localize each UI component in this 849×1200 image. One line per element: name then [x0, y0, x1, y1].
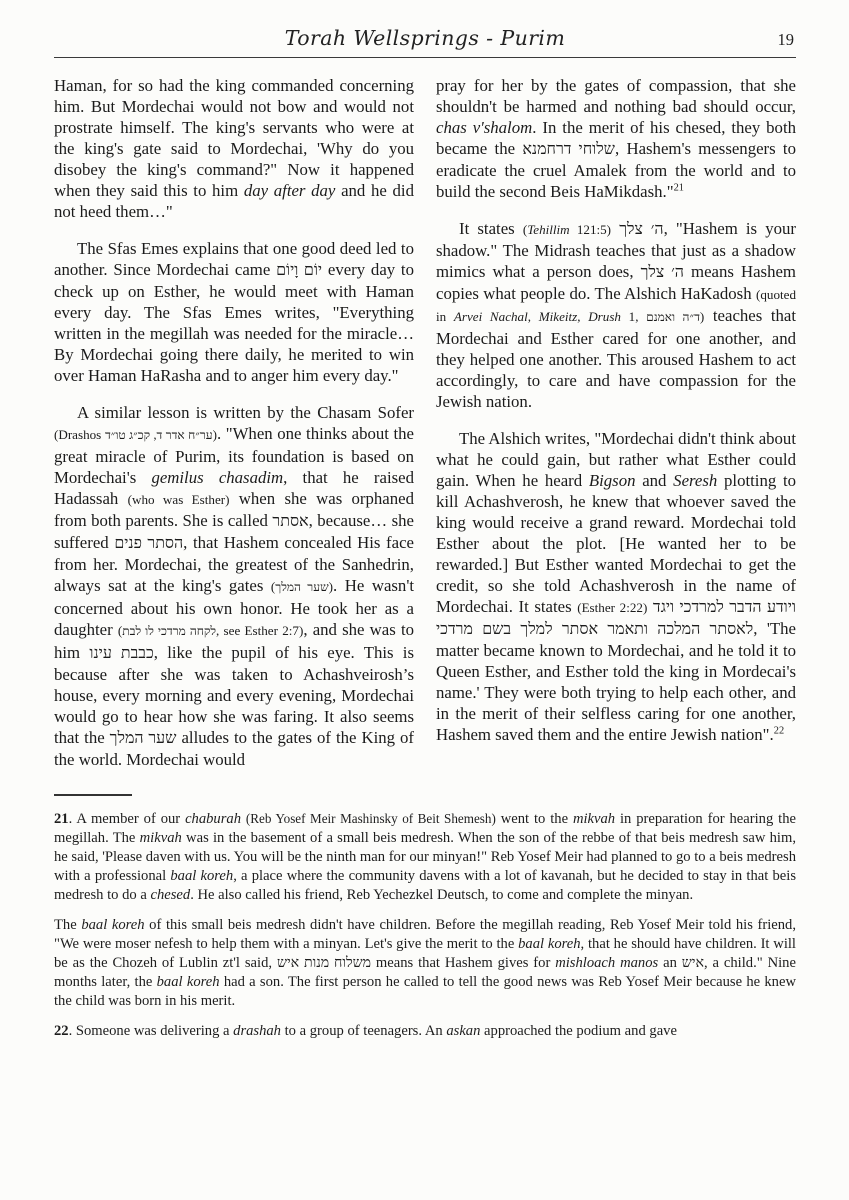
text-segment: , that he raised Hadassah — [54, 468, 414, 508]
text-segment: was in the basement of a small beis medresh. When the son of the rebbe of that beis medresh saw him, he said, 'Please daven with us. You will be the ninth man for our minyan!" Reb Yosef Meir had planned to go to a beis medresh with a professional — [54, 830, 796, 884]
text-segment: and — [635, 471, 674, 490]
footnote-reference: 22 — [773, 725, 785, 737]
text-segment: . Someone was delivering a — [68, 1023, 234, 1039]
text-segment: , that Hashem concealed His face from her. Mordechai, the greatest of the Sanhedrin, always sat at the king's gates — [54, 533, 414, 595]
text-segment: drashah — [233, 1023, 281, 1039]
text-segment: baal koreh — [518, 936, 581, 952]
text-segment: (Esther 2:22) — [577, 600, 648, 615]
text-segment: It states — [459, 219, 523, 238]
text-segment: Seresh — [673, 471, 718, 490]
text-segment: chaburah — [185, 811, 242, 827]
paragraph — [54, 402, 414, 770]
text-segment: alludes to the gates of the King of the world. Mordechai would — [54, 728, 414, 769]
text-segment: (quoted in — [436, 287, 796, 324]
hebrew-text: כבבת עינו — [89, 645, 154, 662]
text-segment: day after day — [243, 181, 336, 200]
hebrew-text: הסתר פנים — [114, 535, 184, 552]
text-segment — [611, 219, 619, 238]
text-segment: baal koreh — [156, 974, 220, 990]
hebrew-text: שלוחי דרחמנא — [522, 141, 615, 158]
text-segment: mishloach manos — [555, 955, 659, 971]
text-segment: mikvah — [572, 811, 616, 827]
footnote-reference: 21 — [673, 182, 684, 194]
paragraph — [54, 916, 796, 1011]
text-segment: 22 — [54, 1023, 69, 1039]
hebrew-text: ויודע הדבר למרדכי ויגד לאסתר המלכה ותאמר אסתר למלך בשם מרדכי — [436, 599, 796, 638]
hebrew-text: ער״ח אדר ד, קכ״ג טו״ד — [104, 428, 213, 442]
paragraph — [54, 238, 414, 386]
text-segment: plotting to kill Achashverosh, he knew that whoever saved the king would receive a grand reward. Mordechai told Esther about the plot. [He wanted her to be rewarded.] But Esther wanted Mordechai to get the credit, so she told Achashverosh in the name of Mordechai. It states — [436, 471, 797, 616]
text-segment: . He wasn't concerned about his own honor. He took her as a daughter — [54, 576, 415, 639]
text-segment: 121:5) — [569, 222, 612, 237]
paragraph — [436, 75, 796, 202]
text-segment: The — [54, 917, 82, 933]
text-segment: , "Hashem is your shadow." The Midrash teaches that just as a shadow mimics what a person does, — [436, 219, 796, 281]
footnotes-section — [54, 809, 796, 1041]
text-segment: chas v'shalom — [436, 118, 533, 137]
text-segment: ( — [270, 579, 276, 594]
text-segment: went to the — [495, 811, 573, 827]
text-segment: approached the podium and gave — [480, 1023, 677, 1039]
paragraph — [54, 809, 796, 905]
text-segment: gemilus chasadim — [151, 468, 284, 487]
footnote-divider — [54, 794, 132, 796]
text-segment: (Reb Yosef Meir Mashinsky of Beit Shemesh) — [245, 811, 496, 826]
text-segment: means that Hashem gives for — [371, 955, 556, 971]
hebrew-text: ה׳ צלך — [640, 264, 684, 281]
text-segment: . He also called his friend, Reb Yechezkel Deutsch, to come and complete the minyan. — [190, 887, 694, 903]
text-segment: , 'The matter became known to Mordechai, and he told it to Queen Esther, and Esther told the king in Mordecai's name.' They were both trying to help each other, and in the merit of their selfless caring for one another, Hashem saved them and the entire Jewish nation". — [436, 619, 796, 744]
text-segment: teaches that Mordechai and Esther cared for one another, and they helped one another. This aroused Hashem to act accordingly, to care and have compassion for the Jewish nation. — [436, 306, 797, 411]
text-segment: Tehillim — [527, 222, 570, 237]
text-segment: to a group of teenagers. An — [280, 1023, 447, 1039]
text-segment: ) — [328, 579, 334, 594]
text-segment: every day to check up on Esther, he would meet with Haman every day. The Sfas Emes writes, "Everything written in the megillah was needed for the miracle… By Mordechai going there daily, he merited to win over Haman HaRasha and to anger him every day." — [54, 260, 414, 385]
text-segment: 1, — [620, 309, 647, 324]
text-segment: when she was orphaned from both parents. She is called — [54, 489, 414, 530]
text-segment: chesed — [150, 887, 191, 903]
paragraph — [54, 75, 414, 222]
text-segment: , that he should have children. It will be as the Chozeh of Lublin zt'l said, — [54, 936, 796, 971]
text-segment: The Alshich writes, "Mordechai didn't think about what he could gain, but rather what Esther could gain. When he heard — [436, 429, 796, 490]
right-column — [436, 75, 796, 786]
text-segment: had a son. The first person he called to tell the good news was Reb Yosef Meir because he knew the child was born in his merit. — [54, 974, 796, 1009]
text-segment: . "When one thinks about the great miracle of Purim, its foundation is based on Mordechai's — [54, 424, 414, 487]
text-segment: mikvah — [139, 830, 182, 846]
text-segment: , a place where the community davens with a lot of kavanah, but he decided to stay in that beis medresh to do a — [54, 868, 797, 903]
text-segment: (who was Esther) — [127, 492, 230, 507]
text-segment: , a child." Nine months later, the — [54, 955, 796, 990]
text-segment: askan — [446, 1023, 481, 1039]
hebrew-text: ה׳ צלך — [619, 221, 664, 238]
text-segment: , — [527, 309, 539, 324]
text-segment: , Hashem's messengers to eradicate the cruel Amalek from the world and to build the second Beis HaMikdash." — [436, 139, 796, 201]
text-segment: an — [658, 955, 682, 971]
hebrew-text: לקחה מרדכי לו לבת — [122, 624, 217, 638]
text-segment: baal koreh — [170, 868, 234, 884]
text-segment: ( — [117, 623, 123, 638]
hebrew-text: איש — [681, 955, 704, 971]
text-segment: Mikeitz, Drush — [538, 309, 621, 324]
text-segment: , because… she suffered — [54, 511, 414, 552]
text-segment: 21 — [54, 811, 69, 827]
hebrew-text: ד״ה ואמנם — [646, 310, 700, 324]
text-segment: pray for her by the gates of compassion, that she shouldn't be harmed and nothing bad should occur, — [436, 76, 796, 116]
page-header — [54, 26, 796, 58]
paragraph — [54, 1022, 796, 1041]
text-segment: of this small beis medresh didn't have children. Before the megillah reading, Reb Yosef Meir told his friend, "We were moser nefesh to help them with a minyan. Let's give the merit to the — [54, 917, 796, 952]
text-segment: A similar lesson is written by the Chasam Sofer — [77, 403, 414, 422]
text-segment: means Hashem copies what people do. The Alshich HaKadosh — [436, 262, 796, 303]
paragraph — [436, 218, 796, 412]
text-segment: , and she was to him — [54, 620, 414, 662]
text-segment: (Drashos — [54, 427, 105, 442]
text-segment: , see Esther 2:7) — [216, 623, 304, 638]
text-segment: . A member of our — [68, 811, 186, 827]
page-number: 19 — [777, 30, 794, 49]
hebrew-text: אסתר — [272, 513, 309, 530]
text-segment: baal koreh — [81, 917, 145, 933]
hebrew-text: יוֹם וָיוֹם — [276, 262, 323, 279]
text-segment: ) — [699, 309, 705, 324]
paragraph — [436, 428, 796, 745]
left-column — [54, 75, 414, 786]
text-segment: Arvei Nachal — [453, 309, 528, 324]
text-segment: and he did not heed them…" — [54, 181, 414, 221]
hebrew-text: שער המלך — [275, 580, 329, 594]
body-columns — [54, 75, 796, 786]
text-segment: ( — [522, 222, 528, 237]
hebrew-text: משלוח מנות איש — [276, 955, 372, 971]
text-segment: ) — [212, 427, 217, 442]
text-segment: in preparation for hearing the megillah. The — [54, 811, 796, 846]
page-title: Torah Wellsprings - Purim — [284, 26, 566, 50]
text-segment: Haman, for so had the king commanded concerning him. But Mordechai would not bow and would not prostrate himself. The king's servants who were at the king's gate said to Mordechai, 'Why do you disobey the king's command?" Now it happened when they said this to him — [54, 76, 414, 200]
text-segment: Bigson — [588, 471, 636, 490]
text-segment: , like the pupil of his eye. This is because after she was taken to Achashveirosh’s house, every morning and every evening, Mordechai would go to hear how she was faring. It also seems that the — [54, 643, 414, 747]
hebrew-text: שער המלך — [109, 730, 177, 747]
text-segment: . In the merit of his chesed, they both became the — [436, 118, 796, 158]
text-segment: The Sfas Emes explains that one good deed led to another. Since Mordechai came — [54, 239, 414, 279]
